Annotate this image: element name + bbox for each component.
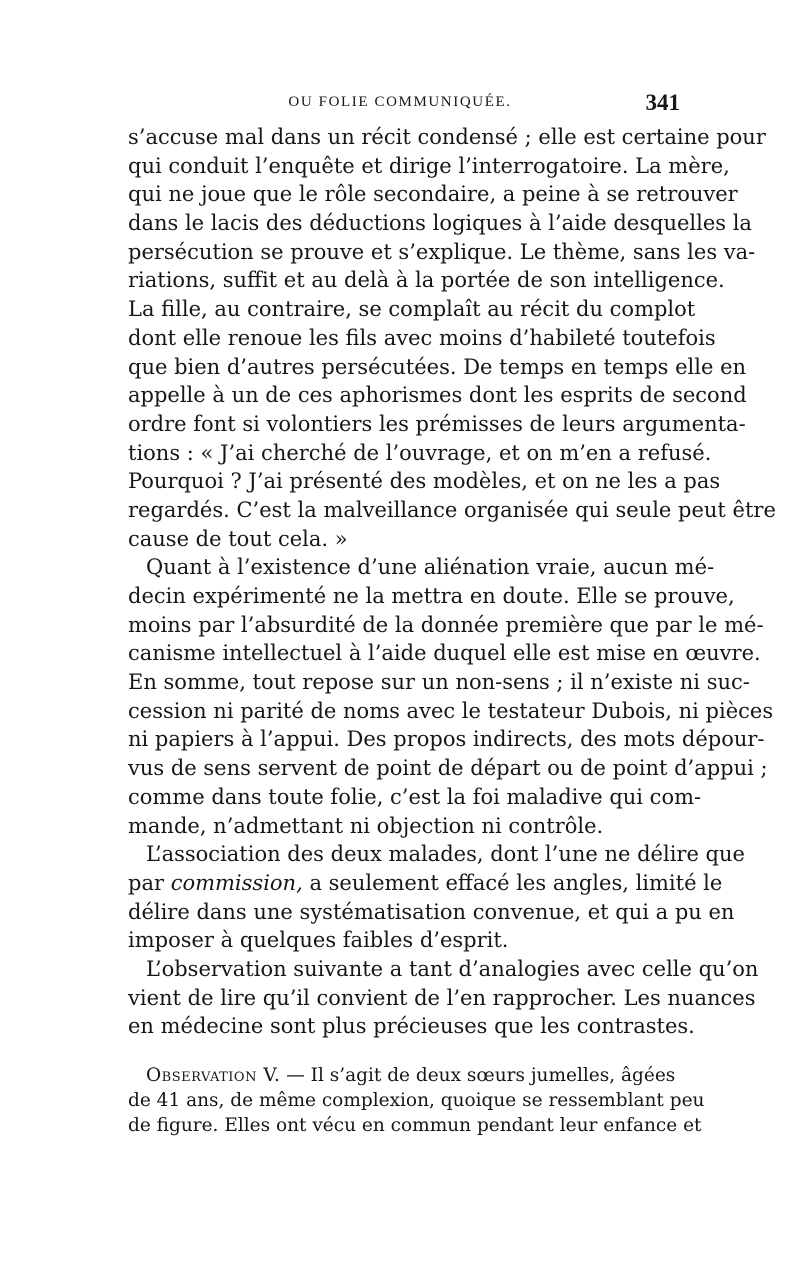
text-line: vient de lire qu’il convient de l’en rapprocher. Les nuances bbox=[128, 985, 756, 1010]
text-line: riations, suffit et au delà à la portée de son intelligence. bbox=[128, 268, 725, 293]
body-text bbox=[128, 123, 776, 1138]
text-line: qui ne joue que le rôle secondaire, a peine à se retrouver bbox=[128, 182, 738, 207]
text-line: Pourquoi ? J’ai présenté des modèles, et on ne les a pas bbox=[128, 469, 721, 494]
page-header bbox=[120, 90, 680, 120]
text-line: En somme, tout repose sur un non-sens ; il n’existe ni suc- bbox=[128, 670, 750, 695]
text-line: vus de sens servent de point de départ ou de point d’appui ; bbox=[128, 756, 768, 781]
text-line: canisme intellectuel à l’aide duquel elle est mise en œuvre. bbox=[128, 641, 761, 666]
text-line-italic-run bbox=[128, 869, 723, 898]
text-line: ordre font si volontiers les prémisses de leurs argumenta- bbox=[128, 411, 746, 436]
text-line: que bien d’autres persécutées. De temps en temps elle en bbox=[128, 354, 747, 379]
italic-word: commission, bbox=[170, 870, 303, 895]
paragraph-start-line: L’observation suivante a tant d’analogies avec celle qu’on bbox=[146, 956, 759, 981]
text-line: La fille, au contraire, se complaît au récit du complot bbox=[128, 297, 696, 322]
text-fragment: — Il s’agit de deux sœurs jumelles, âgées bbox=[286, 1065, 676, 1086]
text-line: cause de tout cela. » bbox=[128, 526, 348, 551]
text-line: s’accuse mal dans un récit condensé ; elle est certaine pour bbox=[128, 125, 766, 149]
text-fragment: par bbox=[128, 870, 171, 895]
observation-line: de figure. Elles ont vécu en commun pendant leur enfance et bbox=[128, 1115, 702, 1136]
text-line: appelle à un de ces aphorismes dont les esprits de second bbox=[128, 383, 747, 408]
text-line: regardés. C’est la malveillance organisée qui seule peut être bbox=[128, 497, 776, 522]
page-number: 341 bbox=[645, 90, 680, 115]
running-head: OU FOLIE COMMUNIQUÉE. bbox=[288, 94, 512, 110]
observation-heading-line bbox=[128, 1063, 675, 1088]
observation-line: de 41 ans, de même complexion, quoique se ressemblant peu bbox=[128, 1090, 705, 1111]
text-line: mande, n’admettant ni objection ni contrôle. bbox=[128, 813, 604, 838]
text-line: cession ni parité de noms avec le testateur Dubois, ni pièces bbox=[128, 698, 774, 723]
text-line: dans le lacis des déductions logiques à l’aide desquelles la bbox=[128, 211, 752, 236]
text-line: dont elle renoue les fils avec moins d’habileté toutefois bbox=[128, 325, 716, 350]
text-line: en médecine sont plus précieuses que les contrastes. bbox=[128, 1014, 695, 1039]
paragraph-start-line: L’association des deux malades, dont l’une ne délire que bbox=[146, 842, 745, 867]
text-line: qui conduit l’enquête et dirige l’interrogatoire. La mère, bbox=[128, 153, 730, 178]
text-fragment: a seulement effacé les angles, limité le bbox=[309, 870, 723, 895]
paragraph-start-line: Quant à l’existence d’une aliénation vraie, aucun mé- bbox=[146, 555, 715, 580]
section-gap bbox=[128, 1041, 675, 1063]
observation-label: Observation V. bbox=[146, 1065, 281, 1086]
text-line: tions : « J’ai cherché de l’ouvrage, et on m’en a refusé. bbox=[128, 440, 712, 465]
text-line: délire dans une systématisation convenue, et qui a pu en bbox=[128, 899, 735, 924]
text-line: ni papiers à l’appui. Des propos indirects, des mots dépour- bbox=[128, 727, 765, 752]
text-line: imposer à quelques faibles d’esprit. bbox=[128, 928, 509, 953]
text-line: decin expérimenté ne la mettra en doute. Elle se prouve, bbox=[128, 584, 735, 608]
text-line: moins par l’absurdité de la donnée première que par le mé- bbox=[128, 612, 764, 637]
text-line: persécution se prouve et s’explique. Le thème, sans les va- bbox=[128, 239, 756, 264]
text-line: comme dans toute folie, c’est la foi maladive qui com- bbox=[128, 784, 702, 809]
